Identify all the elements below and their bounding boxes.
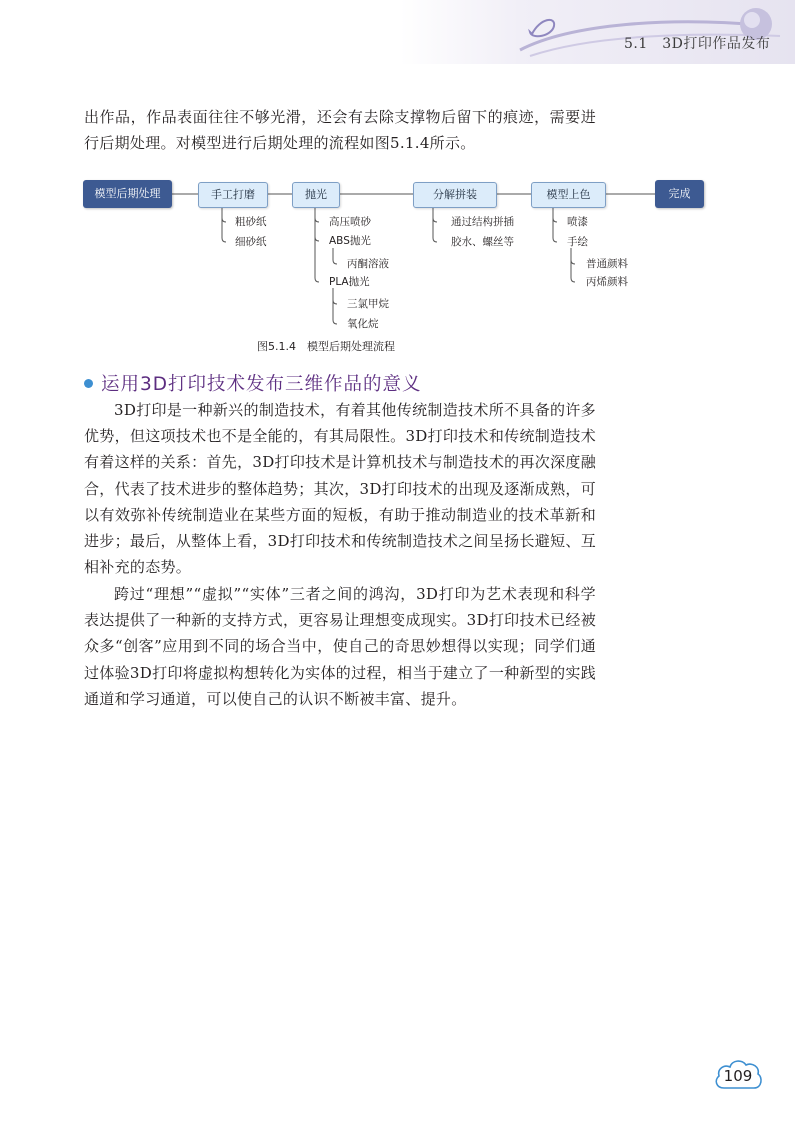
- flow-leaf: 氧化烷: [347, 318, 379, 330]
- flow-step-polishing: 抛光: [292, 182, 340, 208]
- flow-leaf: 手绘: [567, 236, 588, 248]
- section-header: 5.1 3D打印作品发布: [624, 36, 771, 52]
- flow-leaf: 三氯甲烷: [347, 298, 389, 310]
- paragraph: 跨过“理想”“虚拟”“实体”三者之间的鸿沟，3D打印为艺术表现和科学表达提供了一种新的支持方式，更容易让理想变成现实。3D打印技术已经被众多“创客”应用到不同的场合当中，使自己的奇思妙想得以实现；同学们通过体验3D打印将虚拟构想转化为实体的过程，相当于建立了一种新型的实践通道和学习通道，可以使自己的认识不断被丰富、提升。: [84, 585, 596, 708]
- section-title: 运用3D打印技术发布三维作品的意义: [101, 374, 422, 395]
- flow-leaf: PLA抛光: [329, 276, 370, 288]
- paragraph: 3D打印是一种新兴的制造技术，有着其他传统制造技术所不具备的许多优势，但这项技术也不是全能的，有其局限性。3D打印技术和传统制造技术有着这样的关系：首先，3D打印技术是计算机技术与制造技术的再次深度融合，代表了技术进步的整体趋势；其次，3D打印技术的出现及逐渐成熟，可以有效弥补传统制造业在某些方面的短板，有助于推动制造业的技术革新和进步；最后，从整体上看，3D打印技术和传统制造技术之间呈扬长避短、互相补充的态势。: [84, 401, 596, 577]
- intro-paragraph: 出作品，作品表面往往不够光滑，还会有去除支撑物后留下的痕迹，需要进行后期处理。对模型进行后期处理的流程如图5.1.4所示。: [84, 108, 596, 153]
- flow-step-coloring: 模型上色: [531, 182, 606, 208]
- flow-leaf: 粗砂纸: [235, 216, 267, 228]
- flow-end-node: 完成: [655, 180, 704, 208]
- flow-diagram-connectors: [0, 0, 795, 340]
- flow-leaf: 通过结构拼插: [451, 216, 514, 228]
- flow-leaf: 喷漆: [567, 216, 588, 228]
- flow-leaf: 细砂纸: [235, 236, 267, 248]
- flow-start-node: 模型后期处理: [83, 180, 172, 208]
- page-number-badge: [712, 1050, 764, 1106]
- flow-step-sanding: 手工打磨: [198, 182, 268, 208]
- figure-caption: 图5.1.4 模型后期处理流程: [257, 340, 395, 353]
- flow-leaf: 高压喷砂: [329, 216, 371, 228]
- flow-step-assembly: 分解拼装: [413, 182, 497, 208]
- flow-leaf: 丙烯颜料: [586, 276, 628, 288]
- page-number: 109: [723, 1067, 753, 1085]
- flow-leaf: ABS抛光: [329, 235, 371, 247]
- flow-leaf: 丙酮溶液: [347, 258, 389, 270]
- bullet-icon: [84, 379, 93, 388]
- flow-leaf: 胶水、螺丝等: [451, 236, 514, 248]
- section-heading: [84, 370, 422, 396]
- flow-leaf: 普通颜料: [586, 258, 628, 270]
